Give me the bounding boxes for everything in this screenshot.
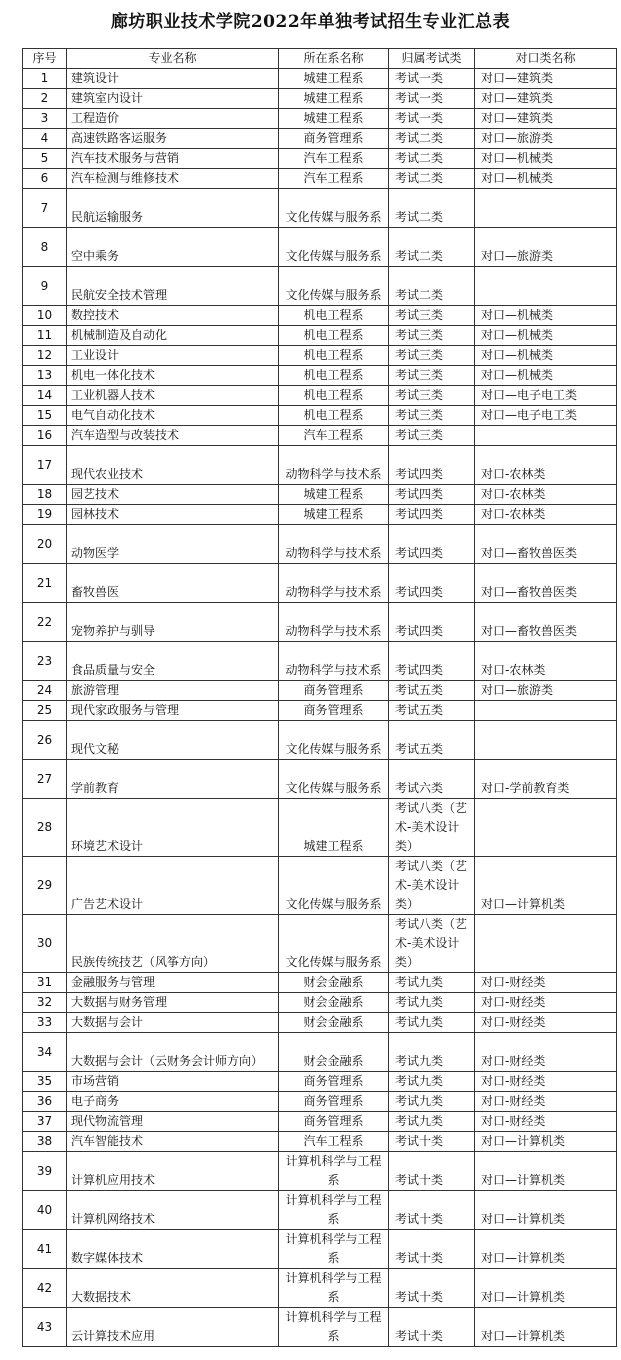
vocational-category: 对口—计算机类: [475, 1152, 617, 1191]
department-name: 商务管理系: [279, 129, 389, 149]
table-row: [23, 169, 617, 189]
page-title: 廊坊职业技术学院2022年单独考试招生专业汇总表: [110, 12, 511, 32]
major-name: 民航安全技术管理: [67, 267, 279, 306]
table-row: [23, 406, 617, 426]
department-name: 计算机科学与工程系: [279, 1230, 389, 1269]
vocational-category: 对口-财经类: [475, 993, 617, 1013]
department-name: 城建工程系: [279, 89, 389, 109]
department-name: 计算机科学与工程系: [279, 1152, 389, 1191]
major-name: 建筑设计: [67, 69, 279, 89]
row-index: 4: [23, 129, 67, 149]
major-name: 空中乘务: [67, 228, 279, 267]
exam-category: 考试四类: [389, 505, 475, 525]
table-row: [23, 89, 617, 109]
department-name: 文化传媒与服务系: [279, 721, 389, 760]
row-index: 20: [23, 525, 67, 564]
vocational-category: 对口—建筑类: [475, 69, 617, 89]
header-major: 专业名称: [67, 49, 279, 69]
department-name: 机电工程系: [279, 306, 389, 326]
row-index: 21: [23, 564, 67, 603]
major-name: 民航运输服务: [67, 189, 279, 228]
table-row: [23, 701, 617, 721]
table-row: [23, 1072, 617, 1092]
vocational-category: 对口—旅游类: [475, 228, 617, 267]
table-row: [23, 915, 617, 973]
vocational-category: 对口-财经类: [475, 1072, 617, 1092]
major-name: 高速铁路客运服务: [67, 129, 279, 149]
exam-category: 考试五类: [389, 721, 475, 760]
exam-category: 考试十类: [389, 1308, 475, 1347]
row-index: 17: [23, 446, 67, 485]
department-name: 动物科学与技术系: [279, 525, 389, 564]
department-name: 汽车工程系: [279, 426, 389, 446]
header-index: 序号: [23, 49, 67, 69]
major-name: 机械制造及自动化: [67, 326, 279, 346]
exam-category: 考试五类: [389, 681, 475, 701]
table-row: [23, 505, 617, 525]
major-name: 大数据技术: [67, 1269, 279, 1308]
major-name: 现代家政服务与管理: [67, 701, 279, 721]
major-name: 数字媒体技术: [67, 1230, 279, 1269]
exam-category: 考试二类: [389, 129, 475, 149]
department-name: 财会金融系: [279, 993, 389, 1013]
vocational-category: [475, 701, 617, 721]
major-name: 环境艺术设计: [67, 799, 279, 857]
row-index: 1: [23, 69, 67, 89]
exam-category: 考试十类: [389, 1191, 475, 1230]
table-row: [23, 109, 617, 129]
major-name: 食品质量与安全: [67, 642, 279, 681]
major-name: 金融服务与管理: [67, 973, 279, 993]
major-name: 汽车技术服务与营销: [67, 149, 279, 169]
row-index: 27: [23, 760, 67, 799]
row-index: 25: [23, 701, 67, 721]
row-index: 15: [23, 406, 67, 426]
table-row: [23, 306, 617, 326]
vocational-category: 对口—机械类: [475, 326, 617, 346]
major-name: 旅游管理: [67, 681, 279, 701]
major-name: 广告艺术设计: [67, 857, 279, 915]
department-name: 计算机科学与工程系: [279, 1191, 389, 1230]
exam-category: 考试二类: [389, 189, 475, 228]
table-row: [23, 267, 617, 306]
row-index: 37: [23, 1112, 67, 1132]
table-row: [23, 1269, 617, 1308]
department-name: 机电工程系: [279, 366, 389, 386]
table-row: [23, 1132, 617, 1152]
table-row: [23, 386, 617, 406]
row-index: 14: [23, 386, 67, 406]
table-row: [23, 149, 617, 169]
table-row: [23, 1033, 617, 1072]
exam-category: 考试十类: [389, 1230, 475, 1269]
major-name: 汽车检测与维修技术: [67, 169, 279, 189]
vocational-category: 对口—建筑类: [475, 109, 617, 129]
row-index: 16: [23, 426, 67, 446]
exam-category: 考试九类: [389, 973, 475, 993]
row-index: 34: [23, 1033, 67, 1072]
department-name: 财会金融系: [279, 973, 389, 993]
department-name: 文化传媒与服务系: [279, 760, 389, 799]
row-index: 29: [23, 857, 67, 915]
major-name: 市场营销: [67, 1072, 279, 1092]
table-row: [23, 857, 617, 915]
major-name: 机电一体化技术: [67, 366, 279, 386]
vocational-category: 对口—机械类: [475, 306, 617, 326]
department-name: 城建工程系: [279, 69, 389, 89]
vocational-category: 对口-农林类: [475, 485, 617, 505]
major-name: 计算机应用技术: [67, 1152, 279, 1191]
row-index: 23: [23, 642, 67, 681]
major-name: 工业设计: [67, 346, 279, 366]
vocational-category: 对口-学前教育类: [475, 760, 617, 799]
table-row: [23, 189, 617, 228]
row-index: 42: [23, 1269, 67, 1308]
row-index: 24: [23, 681, 67, 701]
vocational-category: 对口—计算机类: [475, 1269, 617, 1308]
exam-category: 考试四类: [389, 564, 475, 603]
major-name: 宠物养护与驯导: [67, 603, 279, 642]
row-index: 13: [23, 366, 67, 386]
row-index: 2: [23, 89, 67, 109]
major-name: 电子商务: [67, 1092, 279, 1112]
exam-category: 考试九类: [389, 1112, 475, 1132]
vocational-category: 对口—畜牧兽医类: [475, 525, 617, 564]
row-index: 36: [23, 1092, 67, 1112]
exam-category: 考试十类: [389, 1269, 475, 1308]
vocational-category: 对口-财经类: [475, 973, 617, 993]
row-index: 3: [23, 109, 67, 129]
major-name: 现代文秘: [67, 721, 279, 760]
exam-category: 考试二类: [389, 149, 475, 169]
exam-category: 考试四类: [389, 525, 475, 564]
department-name: 文化传媒与服务系: [279, 228, 389, 267]
exam-category: 考试八类（艺术-美术设计类）: [389, 799, 475, 857]
exam-category: 考试五类: [389, 701, 475, 721]
major-name: 电气自动化技术: [67, 406, 279, 426]
exam-category: 考试六类: [389, 760, 475, 799]
exam-category: 考试一类: [389, 109, 475, 129]
exam-category: 考试三类: [389, 326, 475, 346]
exam-category: 考试一类: [389, 69, 475, 89]
exam-category: 考试二类: [389, 169, 475, 189]
vocational-category: 对口-农林类: [475, 505, 617, 525]
table-row: [23, 721, 617, 760]
row-index: 10: [23, 306, 67, 326]
header-row: [23, 49, 617, 69]
vocational-category: 对口—计算机类: [475, 857, 617, 915]
table-row: [23, 993, 617, 1013]
row-index: 18: [23, 485, 67, 505]
vocational-category: 对口—机械类: [475, 149, 617, 169]
exam-category: 考试三类: [389, 386, 475, 406]
major-name: 民族传统技艺（风筝方向）: [67, 915, 279, 973]
exam-category: 考试四类: [389, 446, 475, 485]
major-name: 畜牧兽医: [67, 564, 279, 603]
department-name: 城建工程系: [279, 505, 389, 525]
row-index: 6: [23, 169, 67, 189]
table-row: [23, 366, 617, 386]
row-index: 39: [23, 1152, 67, 1191]
department-name: 商务管理系: [279, 681, 389, 701]
department-name: 商务管理系: [279, 1112, 389, 1132]
row-index: 8: [23, 228, 67, 267]
vocational-category: 对口—机械类: [475, 366, 617, 386]
majors-table: [22, 48, 617, 1347]
major-name: 现代物流管理: [67, 1112, 279, 1132]
exam-category: 考试三类: [389, 366, 475, 386]
vocational-category: 对口-财经类: [475, 1033, 617, 1072]
exam-category: 考试九类: [389, 1033, 475, 1072]
exam-category: 考试二类: [389, 228, 475, 267]
exam-category: 考试四类: [389, 603, 475, 642]
department-name: 财会金融系: [279, 1033, 389, 1072]
row-index: 41: [23, 1230, 67, 1269]
department-name: 动物科学与技术系: [279, 642, 389, 681]
table-row: [23, 326, 617, 346]
table-row: [23, 1092, 617, 1112]
department-name: 汽车工程系: [279, 149, 389, 169]
exam-category: 考试九类: [389, 993, 475, 1013]
vocational-category: 对口—计算机类: [475, 1132, 617, 1152]
table-row: [23, 346, 617, 366]
vocational-category: 对口—建筑类: [475, 89, 617, 109]
table-row: [23, 973, 617, 993]
table-row: [23, 69, 617, 89]
table-row: [23, 681, 617, 701]
department-name: 文化传媒与服务系: [279, 189, 389, 228]
major-name: 学前教育: [67, 760, 279, 799]
row-index: 19: [23, 505, 67, 525]
exam-category: 考试四类: [389, 485, 475, 505]
major-name: 汽车造型与改装技术: [67, 426, 279, 446]
department-name: 城建工程系: [279, 109, 389, 129]
department-name: 动物科学与技术系: [279, 564, 389, 603]
major-name: 工程造价: [67, 109, 279, 129]
major-name: 工业机器人技术: [67, 386, 279, 406]
table-row: [23, 564, 617, 603]
row-index: 43: [23, 1308, 67, 1347]
major-name: 动物医学: [67, 525, 279, 564]
major-name: 大数据与会计: [67, 1013, 279, 1033]
major-name: 现代农业技术: [67, 446, 279, 485]
vocational-category: 对口—畜牧兽医类: [475, 603, 617, 642]
vocational-category: 对口—电子电工类: [475, 386, 617, 406]
table-row: [23, 525, 617, 564]
vocational-category: 对口—机械类: [475, 169, 617, 189]
row-index: 35: [23, 1072, 67, 1092]
vocational-category: 对口-财经类: [475, 1092, 617, 1112]
row-index: 28: [23, 799, 67, 857]
row-index: 32: [23, 993, 67, 1013]
department-name: 机电工程系: [279, 346, 389, 366]
row-index: 22: [23, 603, 67, 642]
exam-category: 考试九类: [389, 1092, 475, 1112]
exam-category: 考试八类（艺术-美术设计类）: [389, 915, 475, 973]
vocational-category: [475, 189, 617, 228]
header-vocational-category: 对口类名称: [475, 49, 617, 69]
department-name: 城建工程系: [279, 799, 389, 857]
department-name: 财会金融系: [279, 1013, 389, 1033]
table-row: [23, 1230, 617, 1269]
exam-category: 考试四类: [389, 642, 475, 681]
vocational-category: 对口—计算机类: [475, 1308, 617, 1347]
table-row: [23, 799, 617, 857]
department-name: 文化传媒与服务系: [279, 915, 389, 973]
department-name: 计算机科学与工程系: [279, 1308, 389, 1347]
row-index: 7: [23, 189, 67, 228]
department-name: 计算机科学与工程系: [279, 1269, 389, 1308]
row-index: 30: [23, 915, 67, 973]
major-name: 大数据与财务管理: [67, 993, 279, 1013]
vocational-category: 对口-农林类: [475, 642, 617, 681]
row-index: 38: [23, 1132, 67, 1152]
vocational-category: 对口-财经类: [475, 1112, 617, 1132]
department-name: 动物科学与技术系: [279, 446, 389, 485]
department-name: 商务管理系: [279, 1072, 389, 1092]
department-name: 汽车工程系: [279, 1132, 389, 1152]
table-row: [23, 426, 617, 446]
table-row: [23, 446, 617, 485]
department-name: 机电工程系: [279, 406, 389, 426]
department-name: 商务管理系: [279, 701, 389, 721]
major-name: 园林技术: [67, 505, 279, 525]
exam-category: 考试三类: [389, 426, 475, 446]
row-index: 33: [23, 1013, 67, 1033]
row-index: 26: [23, 721, 67, 760]
vocational-category: 对口—畜牧兽医类: [475, 564, 617, 603]
major-name: 汽车智能技术: [67, 1132, 279, 1152]
table-row: [23, 1308, 617, 1347]
major-name: 园艺技术: [67, 485, 279, 505]
major-name: 计算机网络技术: [67, 1191, 279, 1230]
vocational-category: 对口—机械类: [475, 346, 617, 366]
table-row: [23, 760, 617, 799]
department-name: 动物科学与技术系: [279, 603, 389, 642]
department-name: 汽车工程系: [279, 169, 389, 189]
major-name: 大数据与会计（云财务会计师方向）: [67, 1033, 279, 1072]
exam-category: 考试十类: [389, 1152, 475, 1191]
vocational-category: 对口-财经类: [475, 1013, 617, 1033]
department-name: 城建工程系: [279, 485, 389, 505]
exam-category: 考试一类: [389, 89, 475, 109]
table-row: [23, 1152, 617, 1191]
row-index: 9: [23, 267, 67, 306]
exam-category: 考试三类: [389, 346, 475, 366]
exam-category: 考试八类（艺术-美术设计类）: [389, 857, 475, 915]
vocational-category: [475, 799, 617, 857]
exam-category: 考试二类: [389, 267, 475, 306]
vocational-category: [475, 267, 617, 306]
vocational-category: 对口-农林类: [475, 446, 617, 485]
department-name: 文化传媒与服务系: [279, 267, 389, 306]
vocational-category: [475, 721, 617, 760]
major-name: 建筑室内设计: [67, 89, 279, 109]
major-name: 数控技术: [67, 306, 279, 326]
vocational-category: 对口—计算机类: [475, 1230, 617, 1269]
exam-category: 考试三类: [389, 406, 475, 426]
vocational-category: 对口—电子电工类: [475, 406, 617, 426]
table-row: [23, 228, 617, 267]
exam-category: 考试十类: [389, 1132, 475, 1152]
department-name: 文化传媒与服务系: [279, 857, 389, 915]
table-row: [23, 129, 617, 149]
exam-category: 考试九类: [389, 1072, 475, 1092]
vocational-category: 对口—旅游类: [475, 129, 617, 149]
table-row: [23, 1013, 617, 1033]
header-exam-category: 归属考试类: [389, 49, 475, 69]
vocational-category: 对口—计算机类: [475, 1191, 617, 1230]
table-row: [23, 642, 617, 681]
exam-category: 考试九类: [389, 1013, 475, 1033]
table-row: [23, 1191, 617, 1230]
vocational-category: [475, 915, 617, 973]
table-row: [23, 485, 617, 505]
row-index: 40: [23, 1191, 67, 1230]
table-row: [23, 603, 617, 642]
department-name: 机电工程系: [279, 386, 389, 406]
vocational-category: [475, 426, 617, 446]
department-name: 商务管理系: [279, 1092, 389, 1112]
header-department: 所在系名称: [279, 49, 389, 69]
exam-category: 考试三类: [389, 306, 475, 326]
table-row: [23, 1112, 617, 1132]
department-name: 机电工程系: [279, 326, 389, 346]
vocational-category: 对口—旅游类: [475, 681, 617, 701]
row-index: 5: [23, 149, 67, 169]
row-index: 12: [23, 346, 67, 366]
row-index: 11: [23, 326, 67, 346]
row-index: 31: [23, 973, 67, 993]
major-name: 云计算技术应用: [67, 1308, 279, 1347]
